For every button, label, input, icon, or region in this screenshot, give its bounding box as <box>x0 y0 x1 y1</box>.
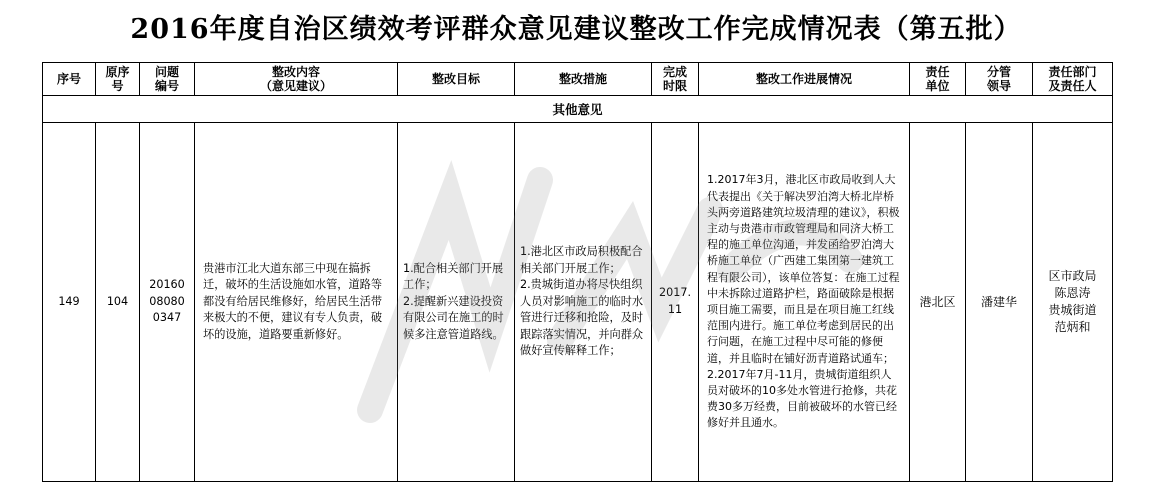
header-cell: 整改措施 <box>515 63 652 96</box>
cell-dept: 区市政局 陈恩涛 贵城街道 范炳和 <box>1033 123 1113 482</box>
header-cell: 序号 <box>43 63 96 96</box>
cell-measures: 1.港北区市政局积极配合相关部门开展工作； 2.贵城街道办将尽快组织人员对影响施工的临时水管进行迁移和抢险，及时跟踪落实情况，并向群众做好宣传解释工作； <box>515 123 652 482</box>
section-label: 其他意见 <box>43 96 1113 123</box>
cell-leader: 潘建华 <box>966 123 1033 482</box>
header-cell: 整改目标 <box>398 63 515 96</box>
table-row <box>43 123 1113 482</box>
header-cell: 原序 号 <box>96 63 140 96</box>
cell-orig-seq: 104 <box>96 123 140 482</box>
cell-deadline: 2017. 11 <box>652 123 699 482</box>
header-cell: 整改工作进展情况 <box>699 63 910 96</box>
header-cell: 完成 时限 <box>652 63 699 96</box>
cell-issue-no: 20160 08080 0347 <box>140 123 195 482</box>
report-table <box>42 62 1113 482</box>
header-cell: 责任 单位 <box>910 63 966 96</box>
cell-unit: 港北区 <box>910 123 966 482</box>
section-row <box>43 96 1113 123</box>
header-cell: 整改内容 （意见建议） <box>195 63 398 96</box>
cell-content: 贵港市江北大道东部三中现在搞拆迁，破坏的生活设施如水管，道路等都没有给居民维修好，给居民生活带来极大的不便，建议有专人负责，破坏的设施，道路要重新修好。 <box>195 123 398 482</box>
header-cell: 问题 编号 <box>140 63 195 96</box>
cell-progress: 1.2017年3月，港北区市政局收到人大代表提出《关于解决罗泊湾大桥北岸桥头两旁道路建筑垃圾清理的建议》，积极主动与贵港市市政管理局和同济大桥工程的施工单位沟通，并发函给罗泊湾大桥施工单位（广西建工集团第一建筑工程有限公司），该单位答复：在施工过程中未拆除过道路护栏，路面破除是根据项目施工需要，而且是在项目施工红线范围内进行。施工单位考虑到居民的出行问题，在施工过程中尽可能的修便道，并且临时在铺好沥青道路试通车； 2.2017年7月-11月，贵城街道组织人员对破坏的10多处水管进行抢修，共花费30多万经费，目前被破坏的水管已经修好并且通水。 <box>699 123 910 482</box>
table-header-row <box>43 63 1113 96</box>
header-cell: 责任部门 及责任人 <box>1033 63 1113 96</box>
page-title: 2016年度自治区绩效考评群众意见建议整改工作完成情况表（第五批） <box>130 14 1022 45</box>
cell-seq: 149 <box>43 123 96 482</box>
cell-goal: 1.配合相关部门开展工作； 2.提醒新兴建设投资有限公司在施工的时候多注意管道路线。 <box>398 123 515 482</box>
header-cell: 分管 领导 <box>966 63 1033 96</box>
